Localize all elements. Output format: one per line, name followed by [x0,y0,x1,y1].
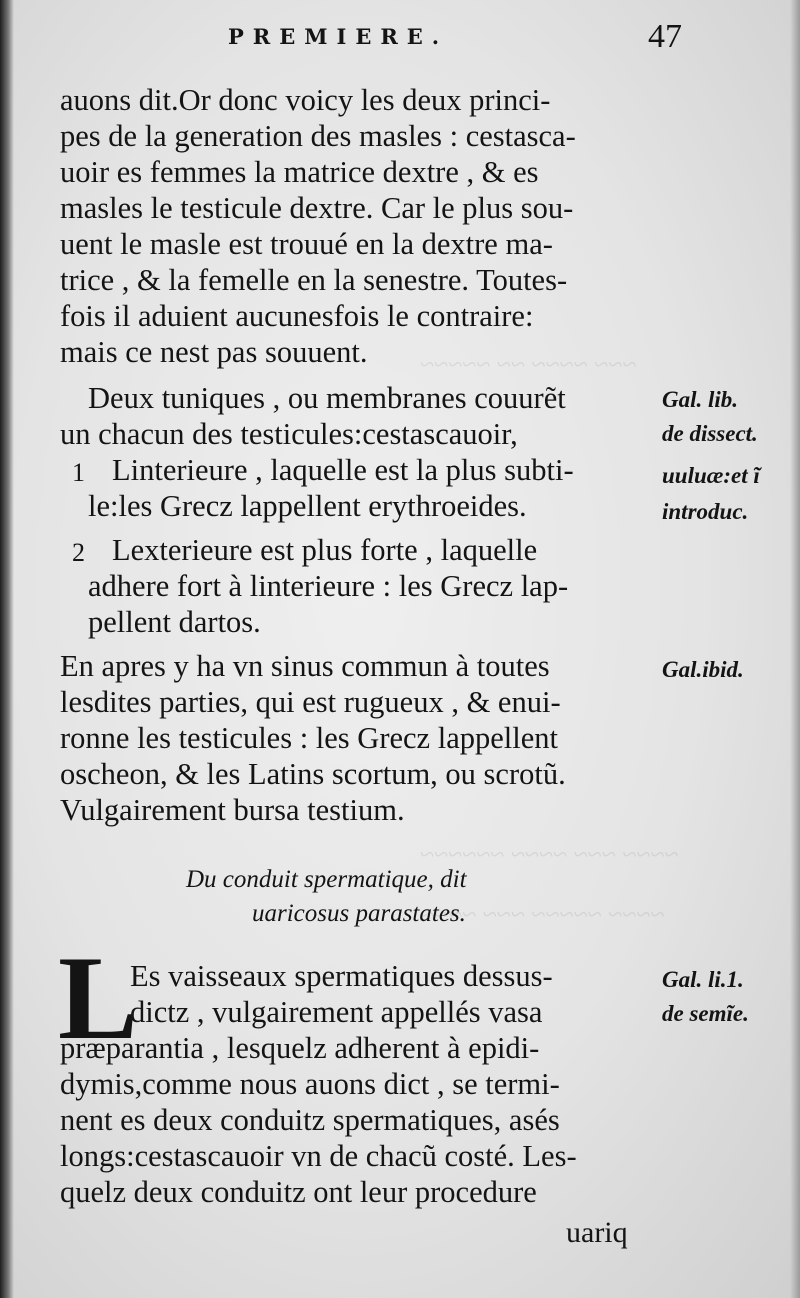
show-through-text: ~~~~ ~~~~~ ~~~ ~~~~ [420,900,665,929]
section-line: longs:cestascauoir vn de chacũ costé. Les- [60,1139,577,1173]
body-line: Vulgairement bursa testium. [60,793,405,827]
body-line: Lexterieure est plus forte , laquelle [112,533,538,567]
margin-note-line: de dissect. [662,421,758,446]
margin-note-line: introduc. [662,499,749,524]
list-marker: 1 [72,458,85,487]
section-line: dictz , vulgairement appellés vasa [130,995,543,1029]
section-line: quelz deux conduitz ont leur procedure [60,1175,537,1209]
body-line: uent le masle est trouué en la dextre ma- [60,227,553,261]
body-line: En apres y ha vn sinus commun à toutes [60,649,550,683]
margin-note-line: de semĩe. [662,1001,749,1026]
page-edge-shadow [790,0,800,1298]
show-through-text: ~~~ ~~~~ ~~ ~~~~~ [420,350,637,379]
drop-cap: L [58,931,139,1064]
section-line: nent es deux conduitz spermatiques, asés [60,1103,560,1137]
body-line: adhere fort à linterieure : les Grecz lap- [88,569,569,603]
margin-note-line: Gal. li.1. [662,967,744,992]
body-line: un chacun des testicules:cestascauoir, [60,417,518,451]
body-line: Linterieure , laquelle est la plus subti- [112,453,574,487]
book-gutter-shadow [0,0,14,1298]
body-line: lesdites parties, qui est rugueux , & enui- [60,685,561,719]
body-line: pes de la generation des masles : cestascа- [60,119,576,153]
body-line: masles le testicule dextre. Car le plus sou- [60,191,574,225]
margin-note-line: Gal. lib. [662,387,739,412]
body-line: auons dit.Or donc voicy les deux princi- [60,83,551,117]
show-through-text: ~~~~ ~~~ ~~~~ ~~~~~~ [420,840,679,869]
margin-note-line: uuluæ:et ĩ [662,463,760,488]
body-line: ronne les testicules : les Grecz lappellent [60,721,558,755]
body-line: mais ce nest pas souuent. [60,335,368,369]
running-head: PREMIERE. [228,24,449,49]
body-line: Deux tuniques , ou membranes couurẽt [88,381,566,415]
section-heading: Du conduit spermatique, dit [186,866,467,893]
body-line: oscheon, & les Latins scortum, ou scrotũ. [60,757,566,791]
section-heading: uaricosus parastates. [252,900,466,927]
body-line: fois il aduient aucunesfois le contraire: [60,299,534,333]
body-line: le:les Grecz lappellent erythroeides. [88,489,527,523]
section-line: Es vaisseaux spermatiques dessus- [130,959,553,993]
margin-note-line: Gal.ibid. [662,657,744,682]
catchword: uariq [566,1216,628,1249]
section-line: dymis,comme nous auons dict , se termi- [60,1067,560,1101]
section-line: præparantia , lesquelz adherent à epidi- [60,1031,540,1065]
body-line: uoir es femmes la matrice dextre , & es [60,155,539,189]
list-marker: 2 [72,538,85,567]
body-line: trice , & la femelle en la senestre. Toutes- [60,263,568,297]
page-number: 47 [648,18,682,55]
body-line: pellent dartos. [88,605,261,639]
